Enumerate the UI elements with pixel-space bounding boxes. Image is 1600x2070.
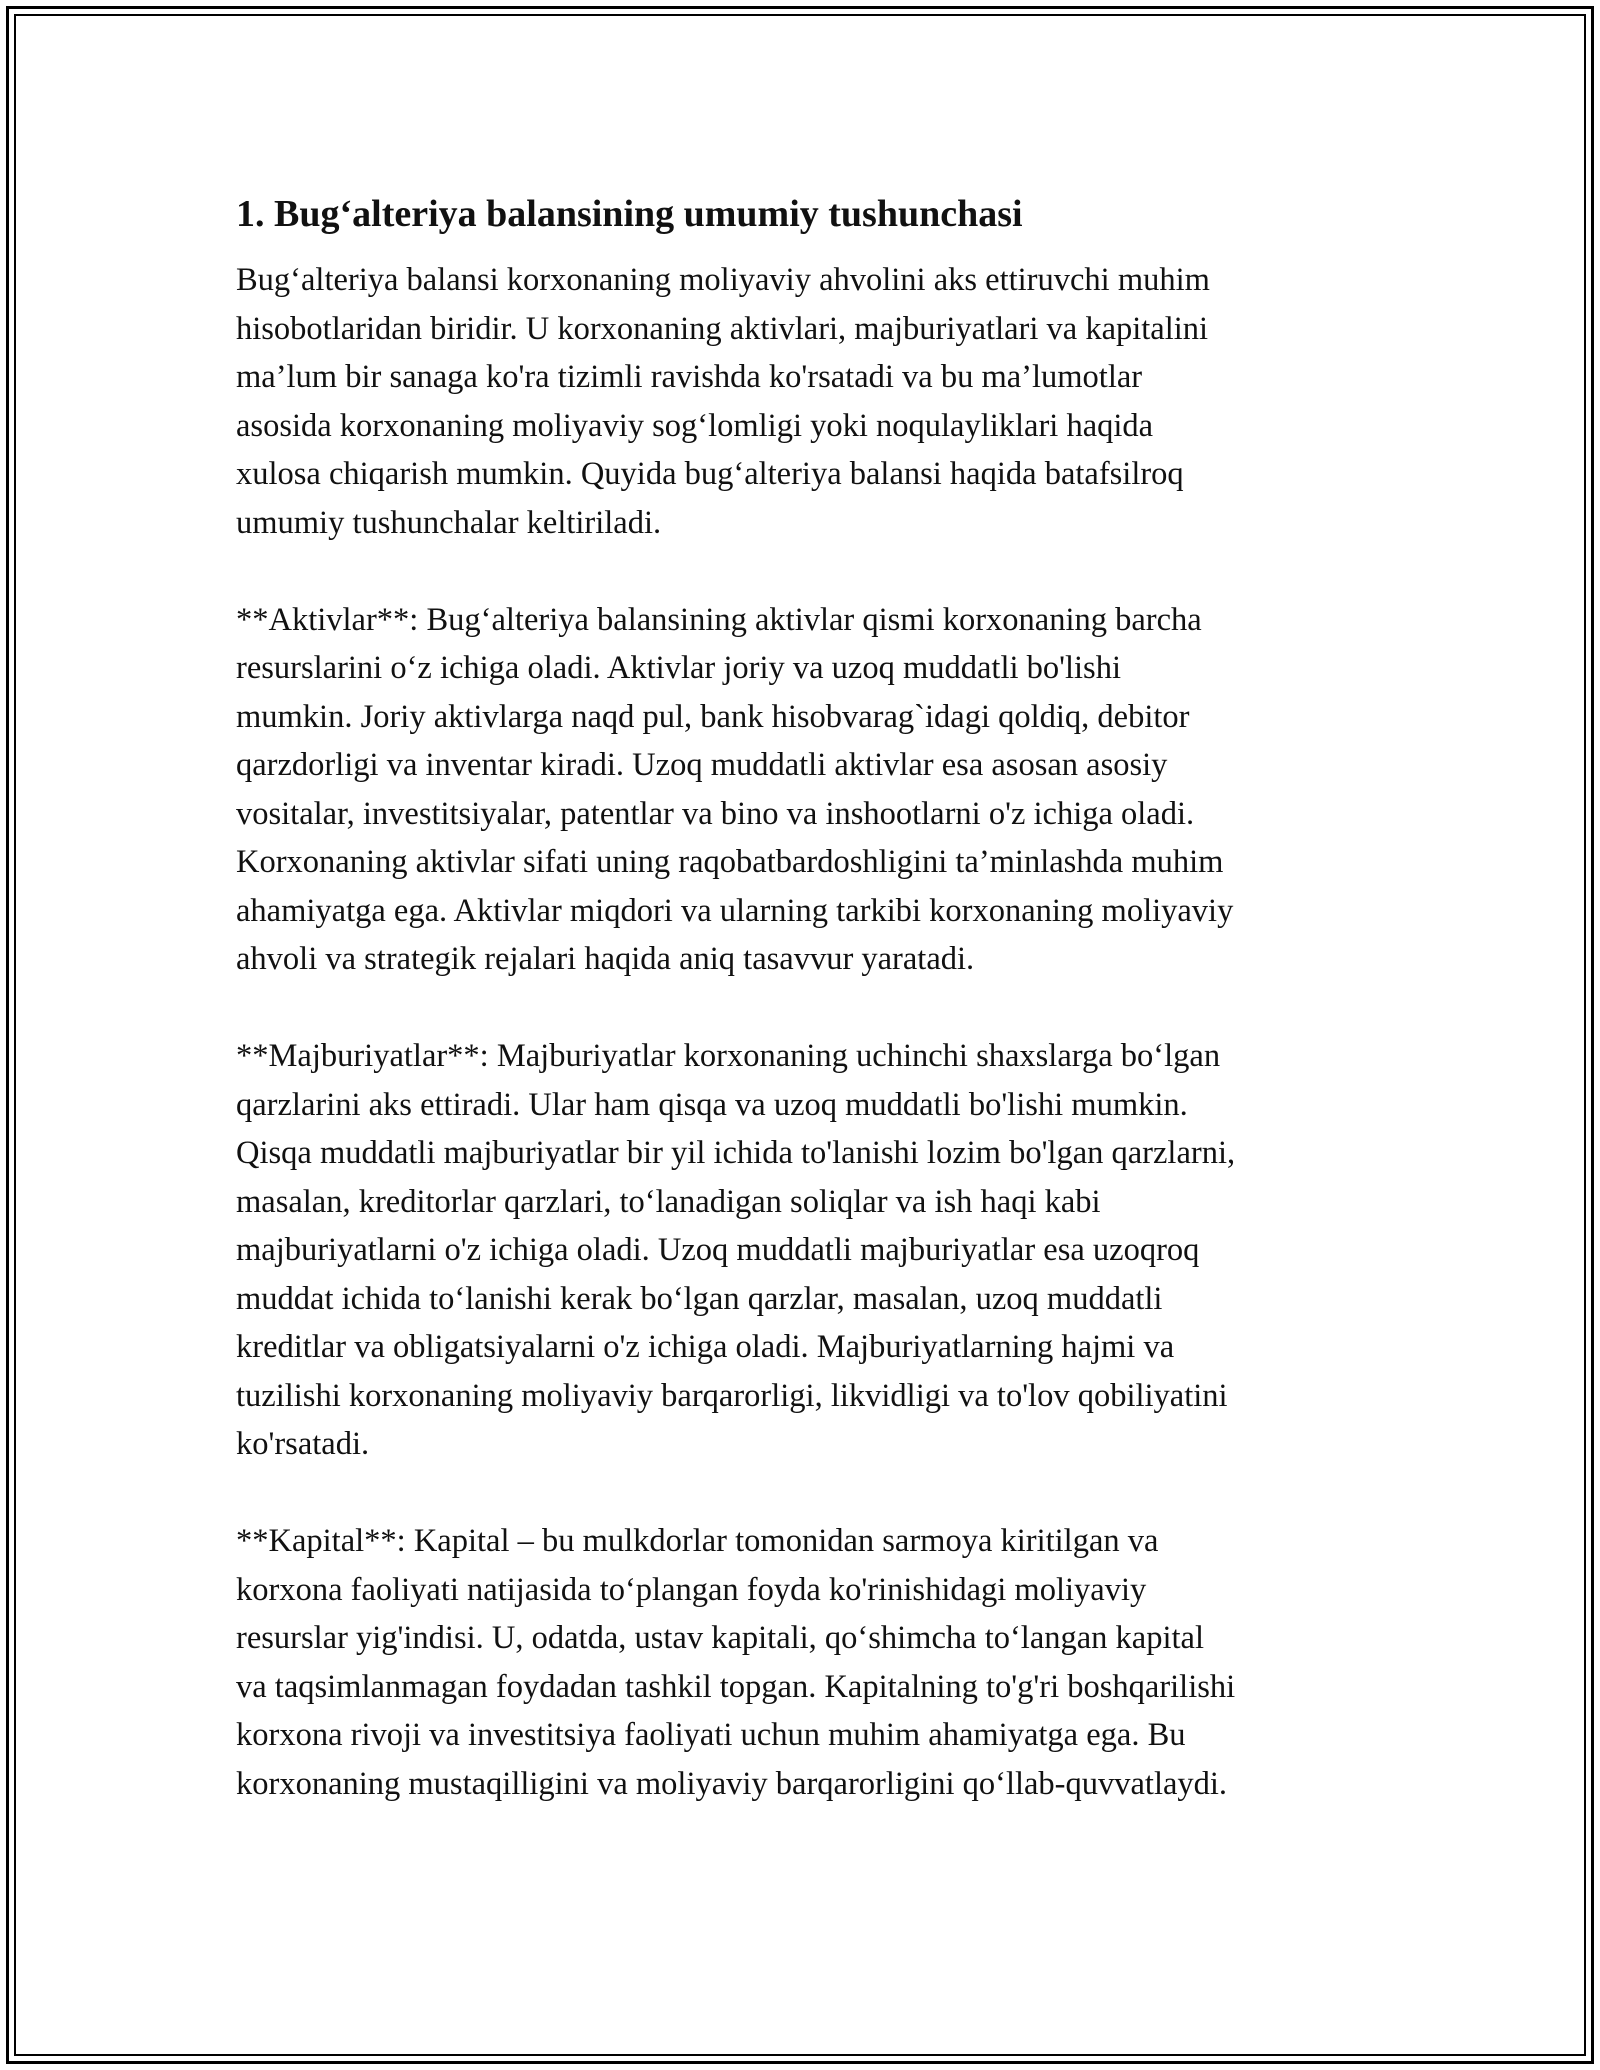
text-line: Korxonaning aktivlar sifati uning raqobatbardoshligini ta’minlashda muhim	[236, 844, 1224, 880]
text-line: Bug‘alteriya balansi korxonaning moliyaviy ahvolini aks ettiruvchi muhim	[236, 262, 1210, 298]
text-line: **Kapital**: Kapital – bu mulkdorlar tomonidan sarmoya kiritilgan va	[236, 1523, 1159, 1559]
paragraph-aktivlar	[236, 596, 1376, 984]
text-line: muddat ichida to‘lanishi kerak bo‘lgan qarzlar, masalan, uzoq muddatli	[236, 1280, 1163, 1317]
text-line: ahvoli va strategik rejalari haqida aniq tasavvur yaratadi.	[236, 941, 975, 977]
text-line: korxonaning mustaqilligini va moliyaviy barqarorligini qo‘llab-quvvatlaydi.	[236, 1765, 1228, 1802]
text-line: ahamiyatga ega. Aktivlar miqdori va ularning tarkibi korxonaning moliyaviy	[236, 892, 1234, 929]
text-line: asosida korxonaning moliyaviy sog‘lomligi yoki noqulayliklari haqida	[236, 407, 1154, 444]
text-line: Qisqa muddatli majburiyatlar bir yil ichida to'lanishi lozim bo'lgan qarzlarni,	[236, 1135, 1236, 1171]
text-line: korxona faoliyati natijasida to‘plangan foyda ko'rinishidagi moliyaviy	[236, 1571, 1147, 1608]
text-line: tuzilishi korxonaning moliyaviy barqarorligi, likvidligi va to'lov qobiliyatini	[236, 1377, 1228, 1414]
text-line: qarzdorligi va inventar kiradi. Uzoq muddatli aktivlar esa asosan asosiy	[236, 747, 1168, 783]
text-line: mumkin. Joriy aktivlarga naqd pul, bank hisobvarag`idagi qoldiq, debitor	[236, 698, 1190, 735]
text-line: korxona rivoji va investitsiya faoliyati uchun muhim ahamiyatga ega. Bu	[236, 1717, 1186, 1753]
text-line: va taqsimlanmagan foydadan tashkil topgan. Kapitalning to'g'ri boshqarilishi	[236, 1668, 1236, 1705]
text-line: vositalar, investitsiyalar, patentlar va bino va inshootlarni o'z ichiga oladi.	[236, 795, 1195, 832]
text-line: kreditlar va obligatsiyalarni o'z ichiga oladi. Majburiyatlarning hajmi va	[236, 1329, 1175, 1365]
text-line: masalan, kreditorlar qarzlari, to‘lanadigan soliqlar va ish haqi kabi	[236, 1183, 1101, 1220]
text-line: ko'rsatadi.	[236, 1426, 370, 1462]
text-line: **Aktivlar**: Bug‘alteriya balansining aktivlar qismi korxonaning barcha	[236, 601, 1202, 638]
text-line: qarzlarini aks ettiradi. Ular ham qisqa va uzoq muddatli bo'lishi mumkin.	[236, 1086, 1188, 1123]
paragraph-intro	[236, 256, 1376, 547]
text-line: **Majburiyatlar**: Majburiyatlar korxonaning uchinchi shaxslarga bo‘lgan	[236, 1038, 1221, 1074]
text-line: umumiy tushunchalar keltiriladi.	[236, 504, 662, 541]
text-line: hisobotlaridan biridir. U korxonaning aktivlari, majburiyatlari va kapitalini	[236, 310, 1209, 347]
text-line: resurslarini o‘z ichiga oladi. Aktivlar joriy va uzoq muddatli bo'lishi	[236, 650, 1121, 686]
document-body	[236, 188, 1376, 1857]
text-line: xulosa chiqarish mumkin. Quyida bug‘alteriya balansi haqida batafsilroq	[236, 456, 1184, 492]
paragraph-majburiyatlar	[236, 1032, 1376, 1469]
paragraph-kapital	[236, 1517, 1376, 1808]
text-line: resurslar yig'indisi. U, odatda, ustav kapitali, qo‘shimcha to‘langan kapital	[236, 1620, 1204, 1656]
text-line: ma’lum bir sanaga ko'ra tizimli ravishda ko'rsatadi va bu ma’lumotlar	[236, 359, 1143, 395]
section-heading: 1. Bug‘alteriya balansining umumiy tushunchasi	[236, 193, 1023, 235]
text-line: majburiyatlarni o'z ichiga oladi. Uzoq muddatli majburiyatlar esa uzoqroq	[236, 1232, 1200, 1268]
